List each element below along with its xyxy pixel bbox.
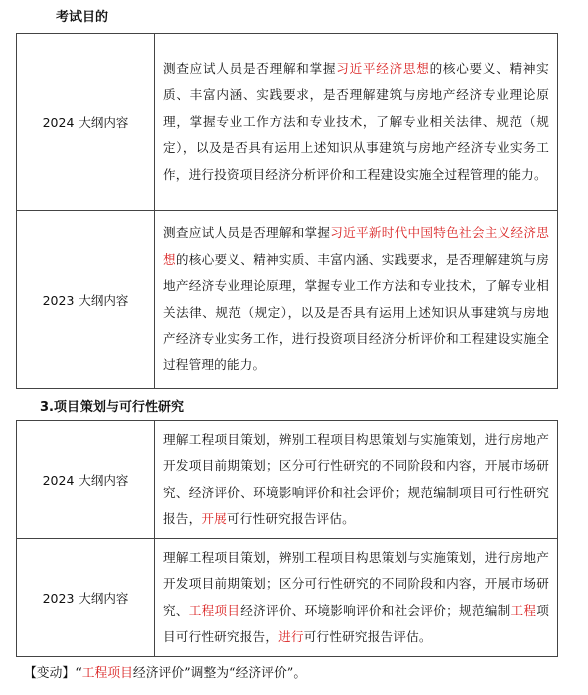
row-label: 2023 大纲内容 (17, 211, 155, 389)
row-content (155, 211, 558, 389)
text-segment: 的核心要义、精神实质、丰富内涵、实践要求，是否理解建筑与房地产经济专业理论原理，掌握专业工作方法和专业技术，了解专业相关法律、规范（规定），以及是否具有运用上述知识从事建筑与房地产经济专业实务工作，进行投资项目经济分析评价和工程建设实施全过程管理的能力。 (163, 60, 549, 182)
highlight-segment: 工程项目 (188, 602, 241, 618)
text-segment: 经济评价、环境影响评价和社会评价；规范编制 (240, 602, 511, 618)
row-label: 2024 大纲内容 (17, 421, 155, 539)
row-label: 2023 大纲内容 (17, 539, 155, 657)
section-heading-exam-purpose: 考试目的 (56, 10, 109, 25)
highlight-segment: 习近平经济思想 (336, 60, 430, 76)
text-segment: 理解工程项目策划，辨别工程项目构思策划与实施策划，进行房地产开发项目前期策划；区分可行性研究的不同阶段和内容，开展市场研究、 (163, 549, 549, 618)
text-segment: 测查应试人员是否理解和掌握 (163, 225, 331, 241)
highlight-segment: 进行 (278, 628, 304, 644)
text-segment: 可行性研究报告评估。 (303, 628, 432, 644)
table-row (17, 421, 558, 539)
text-segment: 可行性研究报告评估。 (226, 510, 355, 526)
row-content (155, 421, 558, 539)
text-segment: 理解工程项目策划，辨别工程项目构思策划与实施策划，进行房地产开发项目前期策划；区分可行性研究的不同阶段和内容，开展市场研究、经济评价、环境影响评价和社会评价；规范编制项目可行性研究报告， (163, 431, 549, 526)
row-label: 2024 大纲内容 (17, 34, 155, 211)
highlight-segment: 习近平新时代中国特色社会主义经济思想 (163, 225, 549, 267)
exam-purpose-table (16, 33, 558, 389)
note-prefix: 【变动】“ (24, 666, 82, 681)
table-row (17, 34, 558, 211)
highlight-segment: 开展 (201, 510, 227, 526)
text-segment: 的核心要义、精神实质、丰富内涵、实践要求，是否理解建筑与房地产经济专业理论原理，掌握专业工作方法和专业技术，了解专业相关法律、规范（规定），以及是否具有运用上述知识从事建筑与房地产经济专业实务工作，进行投资项目经济分析评价和工程建设实施全过程管理的能力。 (163, 251, 549, 373)
note-suffix: 经济评价”调整为“经济评价”。 (132, 666, 307, 681)
table-row (17, 211, 558, 389)
text-segment: 项目可行性研究报告， (163, 602, 550, 644)
row-content (155, 34, 558, 211)
note-highlight: 工程项目 (81, 666, 133, 681)
row-content (155, 539, 558, 657)
highlight-segment: 工程 (510, 602, 537, 618)
change-note (24, 664, 306, 684)
text-segment: 测查应试人员是否理解和掌握 (163, 60, 337, 76)
project-planning-table (16, 420, 558, 657)
table-row (17, 539, 558, 657)
section-heading-project-planning: 3.项目策划与可行性研究 (40, 400, 184, 415)
